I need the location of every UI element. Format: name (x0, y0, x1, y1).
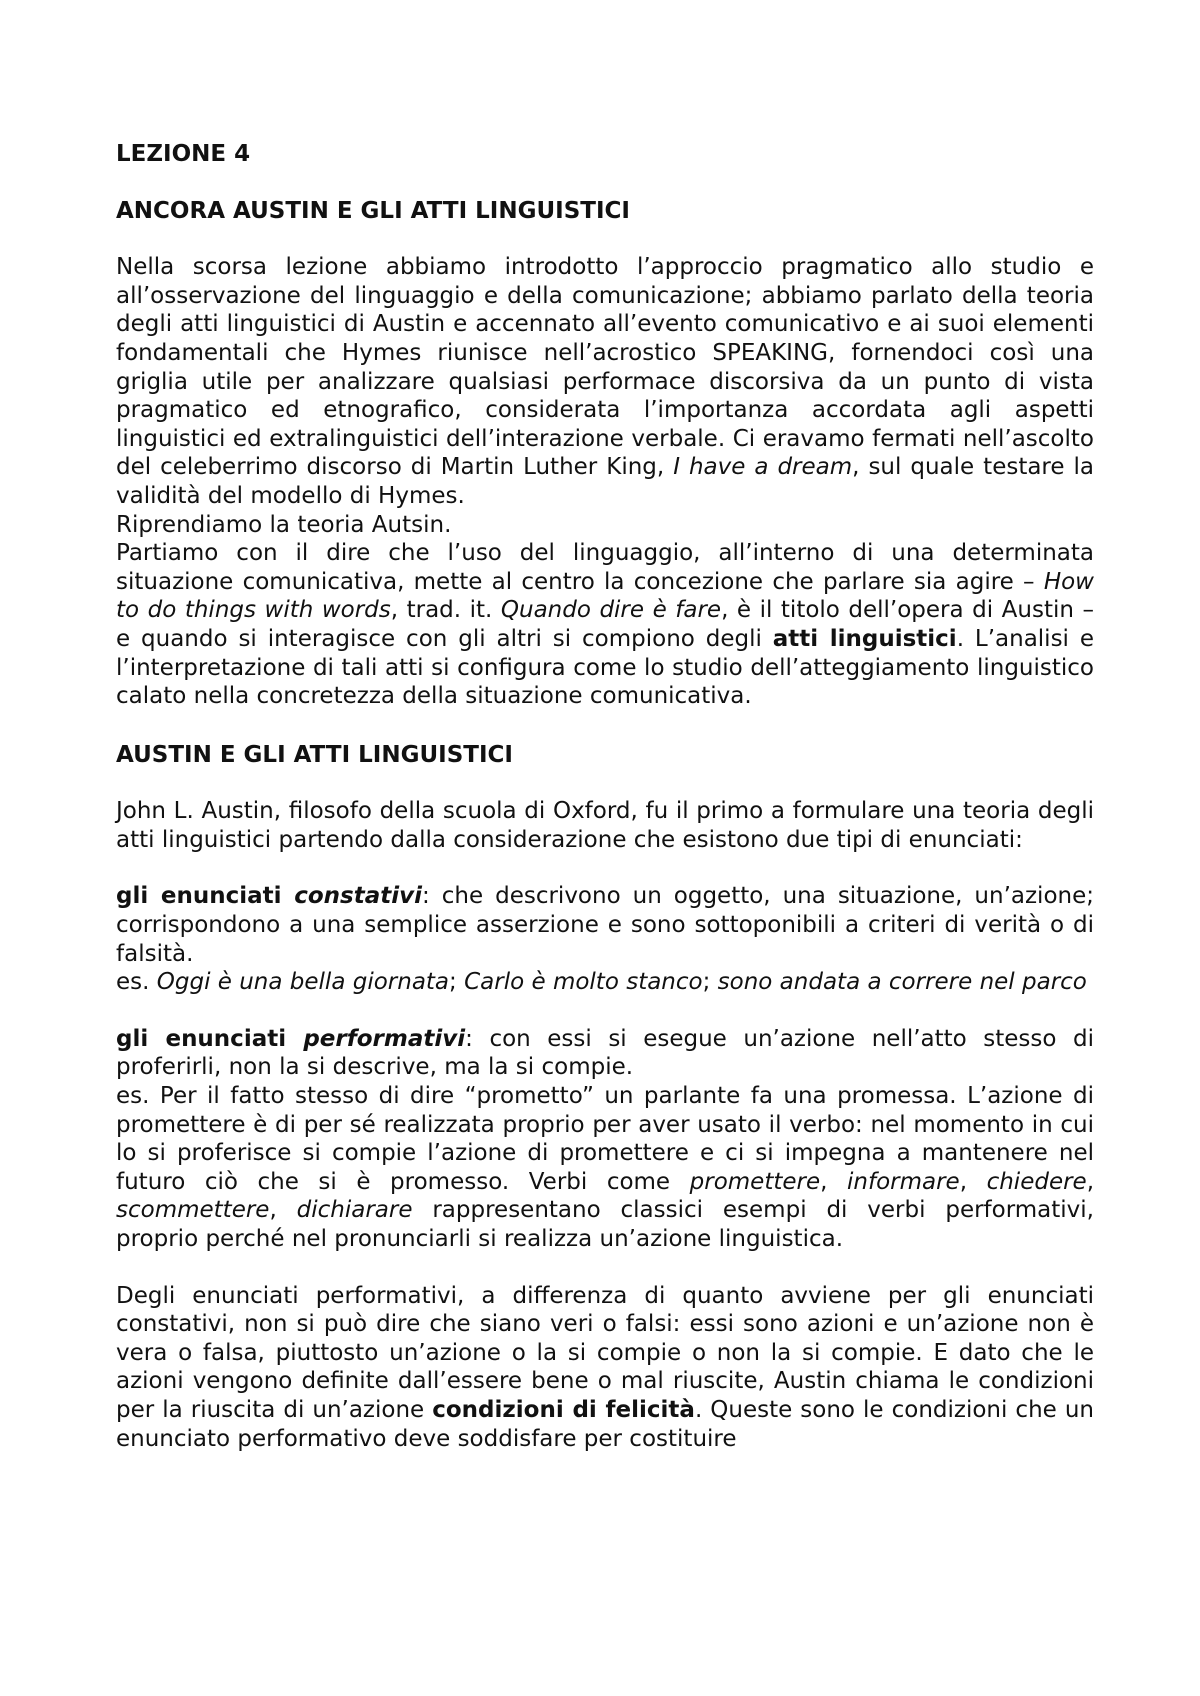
term-constativi: constativi (294, 883, 423, 910)
term-performativi: performativi (303, 1025, 466, 1052)
text-run: rappresentano classici esempi di verbi performativi, proprio perché nel pronunciarli si realizza un’azione linguistica. (116, 1197, 1094, 1252)
text-run: , trad. it. (390, 597, 501, 624)
text-run: , sul quale testare la validità del modello di Hymes. (116, 454, 1095, 509)
verb: scommettere (116, 1197, 270, 1224)
text-run: : che descrivono un oggetto, una situazione, un’azione; corrispondono a una semplice asserzione e sono sottoponibili a criteri di verità o di falsità. (116, 883, 1095, 967)
example: Carlo è molto stanco (464, 969, 703, 996)
term-label: gli enunciati (116, 883, 295, 910)
example: Oggi è una bella giornata (156, 969, 450, 996)
book-title-italian: Quando dire è fare (500, 597, 722, 624)
text-run: ; (449, 969, 465, 996)
key-term: condizioni di felicità (432, 1396, 695, 1423)
text-run: , è il titolo dell’opera di Austin – e quando si interagisce con gli altri si compiono degli (116, 597, 1094, 652)
verb: chiedere (986, 1168, 1087, 1195)
paragraph-performativi-examples (116, 1082, 1094, 1254)
paragraph-john-austin: John L. Austin, filosofo della scuola di Oxford, fu il primo a formulare una teoria degli atti linguistici partendo dalla considerazione che esistono due tipi di enunciati: (116, 798, 1094, 853)
document-page (116, 140, 1094, 1453)
paragraph-partiamo (116, 539, 1094, 711)
text-run: , (1086, 1168, 1095, 1195)
term-label: gli enunciati (116, 1025, 304, 1052)
speech-title: I have a dream (673, 454, 853, 481)
text-run: Nella scorsa lezione abbiamo introdotto l’approccio pragmatico allo studio e all’osservazione del linguaggio e della comunicazione; abbiamo parlato della teoria degli atti linguistici di Austin e accennato all’evento comunicativo e ai suoi elementi fondamentali che Hymes riunisce nell’acrostico SPEAKING, fornendoci così una griglia utile per analizzare qualsiasi performace discorsiva da un punto di vista pragmatico ed etnografico, considerata l’importanza accordata agli aspetti linguistici ed extralinguistici dell’interazione verbale. Ci eravamo fermati nell’ascolto del celeberrimo discorso di Martin Luther King, (116, 254, 1094, 481)
text-run: : con essi si esegue un’azione nell’atto stesso di proferirli, non la si descrive, ma la si compie. (116, 1025, 1094, 1081)
verb: informare (847, 1168, 960, 1195)
text-run: es. (116, 969, 157, 996)
paragraph-intro (116, 253, 1094, 510)
text-run: Degli enunciati performativi, a differenza di quanto avviene per gli enunciati constativi, non si può dire che siano veri o falsi: essi sono azioni e un’azione non è vera o falsa, piuttosto un’azione o la si compie o non la si compie. E dato che le azioni vengono definite dall’essere bene o mal riuscite, Austin chiama le condizioni per la riuscita di un’azione (116, 1282, 1094, 1423)
text-run: Partiamo con il dire che l’uso del linguaggio, all’interno di una determinata situazione comunicativa, mette al centro la concezione che parlare sia agire – (116, 540, 1094, 595)
paragraph-constativi-examples (116, 968, 1094, 997)
text-run: , (959, 1168, 987, 1195)
text-run: , (820, 1168, 847, 1195)
section-heading-austin: AUSTIN E GLI ATTI LINGUISTICI (116, 741, 513, 768)
paragraph-constativi (116, 882, 1094, 968)
text-run: . Queste sono le condizioni che un enunciato performativo deve soddisfare per costituire (116, 1396, 1094, 1452)
text-run: ; (702, 969, 718, 996)
example: sono andata a correre nel parco (717, 969, 1087, 996)
text-run: , (269, 1197, 297, 1224)
section-heading-ancora-austin: ANCORA AUSTIN E GLI ATTI LINGUISTICI (116, 197, 630, 224)
paragraph-riprendiamo: Riprendiamo la teoria Autsin. (116, 511, 452, 538)
verb: dichiarare (296, 1197, 413, 1224)
key-term: atti linguistici (772, 625, 957, 652)
verb: promettere (689, 1168, 821, 1195)
text-run: es. Per il fatto stesso di dire “prometto” un parlante fa una promessa. L’azione di promettere è di per sé realizzata proprio per aver usato il verbo: nel momento in cui lo si proferisce si compie l’azione di promettere e ci si impegna a mantenere nel futuro ciò che si è promesso. Verbi come (116, 1083, 1094, 1195)
paragraph-condizioni (116, 1282, 1094, 1454)
text-run: . L’analisi e l’interpretazione di tali atti si configura come lo studio dell’atteggiamento linguistico calato nella concretezza della situazione comunicativa. (116, 625, 1094, 710)
paragraph-performativi (116, 1025, 1094, 1082)
book-title: How to do things with words (116, 568, 1094, 624)
lesson-title: LEZIONE 4 (116, 141, 251, 167)
